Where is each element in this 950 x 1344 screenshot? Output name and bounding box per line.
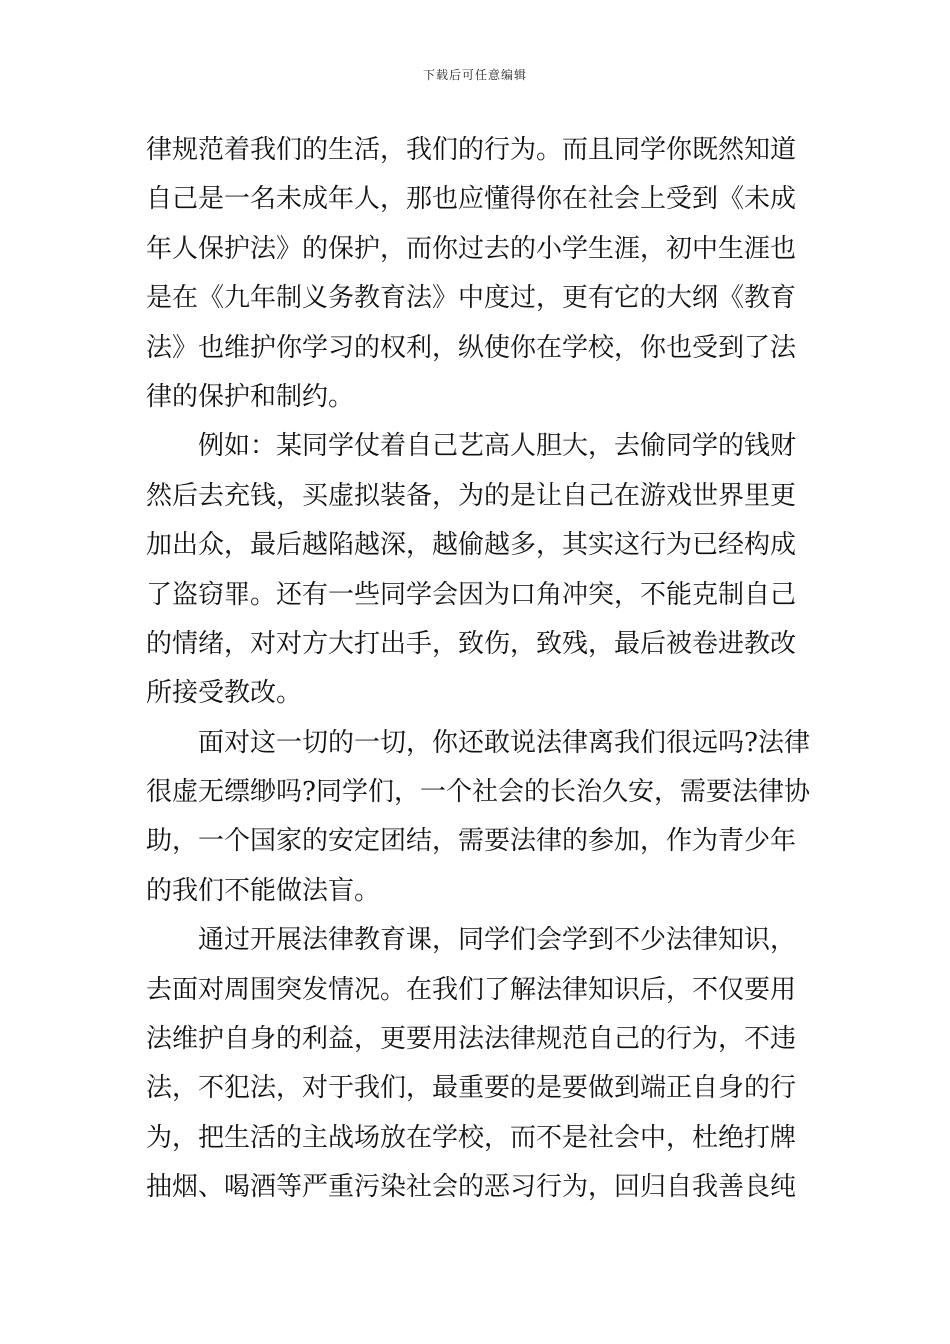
text-line: 面对这一切的一切，你还敢说法律离我们很远吗?法律: [198, 727, 810, 758]
text-line: 加出众，最后越陷越深，越偷越多，其实这行为已经构成: [146, 530, 797, 561]
text-line: 例如：某同学仗着自己艺高人胆大，去偷同学的钱财: [198, 431, 797, 462]
text-line: 法维护自身的利益，更要用法法律规范自己的行为，不违: [146, 1024, 797, 1055]
text-line: 所接受教改。: [146, 678, 303, 709]
text-line: 自己是一名未成年人，那也应懂得你在社会上受到《未成: [146, 184, 797, 215]
text-line: 的情绪，对对方大打出手，致伤，致残，最后被卷进教改: [146, 628, 797, 659]
text-line: 很虚无缥缈吗?同学们，一个社会的长治久安，需要法律协: [146, 777, 810, 808]
text-line: 为，把生活的主战场放在学校，而不是社会中，杜绝打牌: [146, 1122, 797, 1153]
text-line: 年人保护法》的保护，而你过去的小学生涯，初中生涯也: [146, 233, 797, 264]
text-line: 助，一个国家的安定团结，需要法律的参加，作为青少年: [146, 826, 797, 857]
text-line: 了盗窃罪。还有一些同学会因为口角冲突，不能克制自己: [146, 579, 797, 610]
text-line: 抽烟、喝酒等严重污染社会的恶习行为，回归自我善良纯: [146, 1172, 797, 1203]
header-note: 下载后可任意编辑: [422, 68, 527, 82]
document-body: [146, 126, 810, 1213]
text-line: 是在《九年制义务教育法》中度过，更有它的大纲《教育: [146, 283, 797, 314]
text-line: 然后去充钱，买虚拟装备，为的是让自己在游戏世界里更: [146, 480, 797, 511]
text-line: 律规范着我们的生活，我们的行为。而且同学你既然知道: [146, 135, 797, 165]
text-line: 去面对周围突发情况。在我们了解法律知识后，不仅要用: [146, 974, 797, 1005]
text-line: 法》也维护你学习的权利，纵使你在学校，你也受到了法: [146, 332, 797, 363]
text-line: 律的保护和制约。: [146, 381, 355, 412]
text-line: 的我们不能做法盲。: [146, 875, 381, 906]
text-line: 通过开展法律教育课，同学们会学到不少法律知识，: [198, 925, 797, 956]
text-line: 法，不犯法，对于我们，最重要的是要做到端正自身的行: [146, 1073, 797, 1104]
